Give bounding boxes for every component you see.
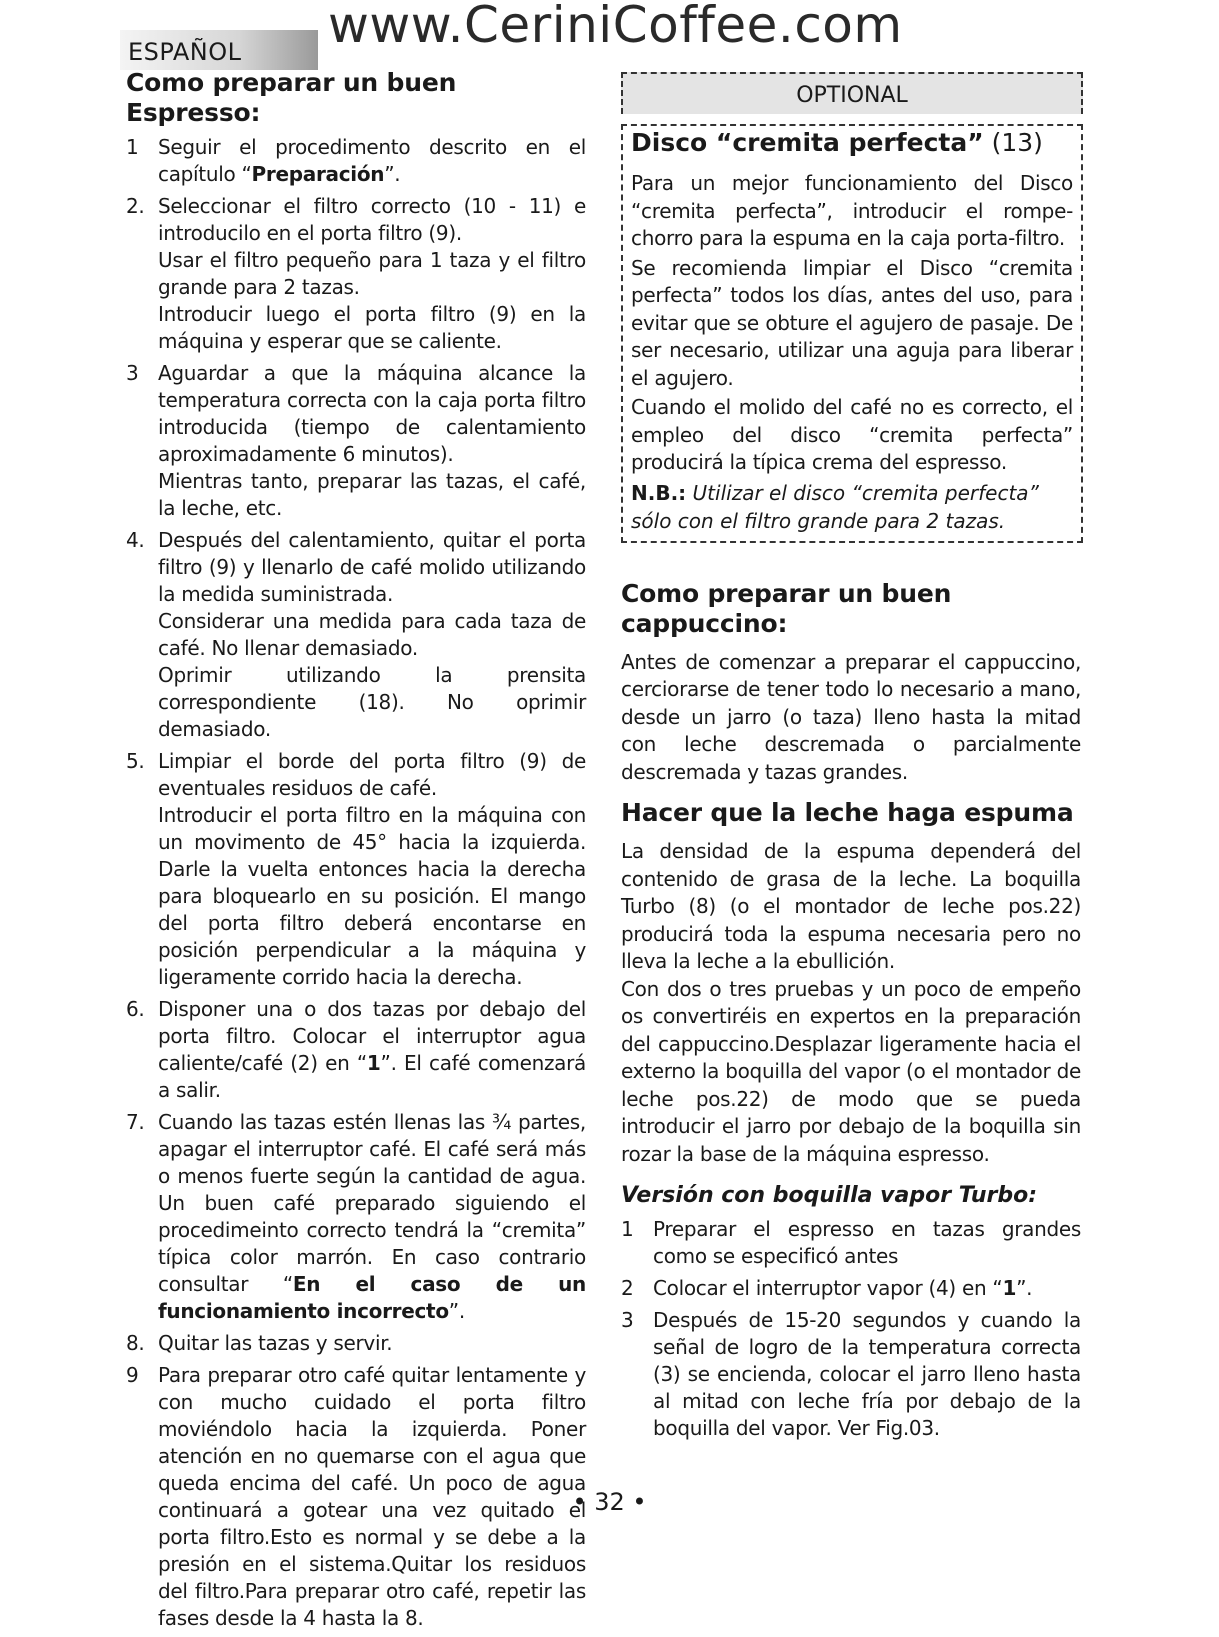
step-text: Colocar el interruptor vapor (4) en “ — [653, 1276, 1003, 1300]
step-text-3: Introducir luego el porta filtro (9) en la máquina y esperar que se caliente. — [158, 302, 586, 353]
espuma-paragraph-2: Con dos o tres pruebas y un poco de empeño os convertiréis en expertos en la preparación del cappuccino.Desplazar ligeramente hacia el externo la boquilla del vapor (o el montador de leche pos.22) de modo que se pueda introducir el jarro por debajo de la boquilla sin rozar la base de la máquina espresso. — [621, 976, 1081, 1166]
espresso-step-8 — [126, 1330, 586, 1357]
step-bold: Preparación — [251, 162, 385, 186]
espresso-steps — [126, 134, 586, 1632]
step-text: Aguardar a que la máquina alcance la temperatura correcta con la caja porta filtro introducida (tiempo de calentamiento aproximadamente 6 minutos). — [158, 361, 586, 466]
site-header: www.CeriniCoffee.com — [328, 0, 903, 54]
note-text: Utilizar el disco “cremita perfecta” sólo con el filtro grande para 2 tazas. — [631, 480, 1039, 533]
espresso-step-2 — [126, 193, 586, 355]
disco-title-ref: (13) — [983, 128, 1043, 157]
step-number: 1 — [126, 135, 139, 159]
turbo-steps — [621, 1216, 1081, 1442]
right-column — [621, 72, 1081, 1447]
disco-paragraph-3: Cuando el molido del café no es correcto, el empleo del disco “cremita perfecta” producirá la típica crema del espresso. — [631, 395, 1073, 474]
step-number: 6. — [126, 997, 145, 1021]
step-text-end: ”. — [384, 162, 401, 186]
step-number: 3 — [126, 361, 139, 385]
step-number: 3 — [621, 1308, 634, 1332]
disco-title — [631, 126, 1081, 160]
step-number: 1 — [621, 1217, 634, 1241]
step-number: 7. — [126, 1110, 145, 1134]
cappuccino-intro: Antes de comenzar a preparar el cappuccino, cerciorarse de tener todo lo necesario a mano, desde un jarro (o taza) lleno hasta la mitad con leche descremada o parcialmente descremada y tazas grandes. — [621, 649, 1081, 784]
turbo-step-1 — [621, 1216, 1081, 1270]
espresso-step-6 — [126, 996, 586, 1104]
step-text-2: Considerar una medida para cada taza de café. No llenar demasiado. — [158, 609, 586, 660]
step-text-2: Mientras tanto, preparar las tazas, el café, la leche, etc. — [158, 469, 586, 520]
step-text-2: Usar el filtro pequeño para 1 taza y el filtro grande para 2 tazas. — [158, 248, 586, 299]
turbo-step-3 — [621, 1307, 1081, 1442]
step-number: 5. — [126, 749, 145, 773]
step-text: Preparar el espresso en tazas grandes como se especificó antes — [653, 1217, 1081, 1268]
step-number: 2. — [126, 194, 145, 218]
disco-paragraph-1: Para un mejor funcionamiento del Disco “cremita perfecta”, introducir el rompe-chorro para la espuma en la caja porta-filtro. — [631, 171, 1073, 250]
step-number: 4. — [126, 528, 145, 552]
step-text-end: ”. El café comenzará a salir. — [158, 1051, 586, 1102]
turbo-step-2 — [621, 1275, 1081, 1302]
note-label: N.B.: — [631, 480, 687, 505]
espresso-step-7 — [126, 1109, 586, 1325]
step-text: Después de 15-20 segundos y cuando la señal de logro de la temperatura correcta (3) se encienda, colocar el jarro lleno hasta al mitad con leche fría por debajo de la boquilla del vapor. Ver Fig.03. — [653, 1308, 1081, 1440]
espresso-step-3 — [126, 360, 586, 522]
espresso-step-4 — [126, 527, 586, 743]
step-text-3: Oprimir utilizando la prensita correspondiente (18). No oprimir demasiado. — [158, 663, 586, 741]
page-number: • 32 • — [572, 1488, 647, 1516]
step-text: Seleccionar el filtro correcto (10 - 11) e introducilo en el porta filtro (9). — [158, 194, 586, 245]
step-text: Para preparar otro café quitar lentamente y con mucho cuidado el porta filtro moviéndolo hacia la izquierda. Poner atención en no quemarse con el agua que queda encima del café. Un poco de agua continuará a gotear una vez quitado el porta filtro.Esto es normal y se debe a la presión en el sistema.Quitar los residuos del filtro.Para preparar otro café, repetir las fases desde la 4 hasta la 8. — [158, 1363, 586, 1630]
optional-label: OPTIONAL — [621, 72, 1083, 114]
step-bold: En el caso de un funcionamiento incorrecto — [158, 1272, 586, 1323]
step-text: Después del calentamiento, quitar el porta filtro (9) y llenarlo de café molido utilizando la medida suministrada. — [158, 528, 586, 606]
step-text-end: ”. — [1016, 1276, 1033, 1300]
espresso-step-1 — [126, 134, 586, 188]
disco-paragraph-2: Se recomienda limpiar el Disco “cremita perfecta” todos los días, antes del uso, para evitar que se obture el agujero de pasaje. De ser necesario, utilizar una aguja para liberar el agujero. — [631, 255, 1073, 390]
step-number: 2 — [621, 1276, 634, 1300]
language-tab: ESPAÑOL — [120, 30, 318, 70]
step-text-2: Introducir el porta filtro en la máquina con un movimento de 45° hacia la izquierda. Darle la vuelta entonces hacia la derecha para bloquearlo en su posición. El mango del porta filtro deberá encontarse en posición perpendicular a la máquina y ligeramente corrido hacia la derecha. — [158, 803, 586, 989]
step-bold: 1 — [1002, 1276, 1017, 1300]
step-text: Limpiar el borde del porta filtro (9) de eventuales residuos de café. — [158, 749, 586, 800]
cappuccino-title: Como preparar un buen cappuccino: — [621, 578, 952, 638]
step-number: 8. — [126, 1331, 145, 1355]
espuma-title: Hacer que la leche haga espuma — [621, 798, 1074, 827]
espuma-paragraph-1: La densidad de la espuma dependerá del contenido de grasa de la leche. La boquilla Turbo (8) (o el montador de leche pos.22) producirá toda la espuma necesaria pero no lleva la leche a la ebullición. — [621, 839, 1081, 973]
turbo-title: Versión con boquilla vapor Turbo: — [621, 1183, 1038, 1208]
step-text-end: ”. — [448, 1299, 465, 1323]
step-text: Quitar las tazas y servir. — [158, 1331, 393, 1355]
step-text: Seguir el procedimento descrito en el capítulo “ — [158, 135, 586, 186]
step-number: 9 — [126, 1363, 139, 1387]
step-text: Cuando las tazas estén llenas las ¾ partes, apagar el interruptor café. El café será más o menos fuerte según la cantidad de agua. Un buen café preparado siguiendo el procedimeinto correcto tendrá la “cremita” típica color marrón. En caso contrario consultar “ — [158, 1110, 586, 1296]
espresso-section — [126, 68, 586, 1637]
espresso-step-5 — [126, 748, 586, 991]
disco-title-bold: Disco “cremita perfecta” — [631, 128, 984, 157]
step-bold: 1 — [366, 1051, 381, 1075]
disco-box — [621, 124, 1083, 543]
espresso-title: Como preparar un buen Espresso: — [126, 68, 457, 127]
disco-note — [631, 479, 1081, 535]
step-text: Disponer una o dos tazas por debajo del porta filtro. Colocar el interruptor agua caliente/café (2) en “ — [158, 997, 586, 1075]
